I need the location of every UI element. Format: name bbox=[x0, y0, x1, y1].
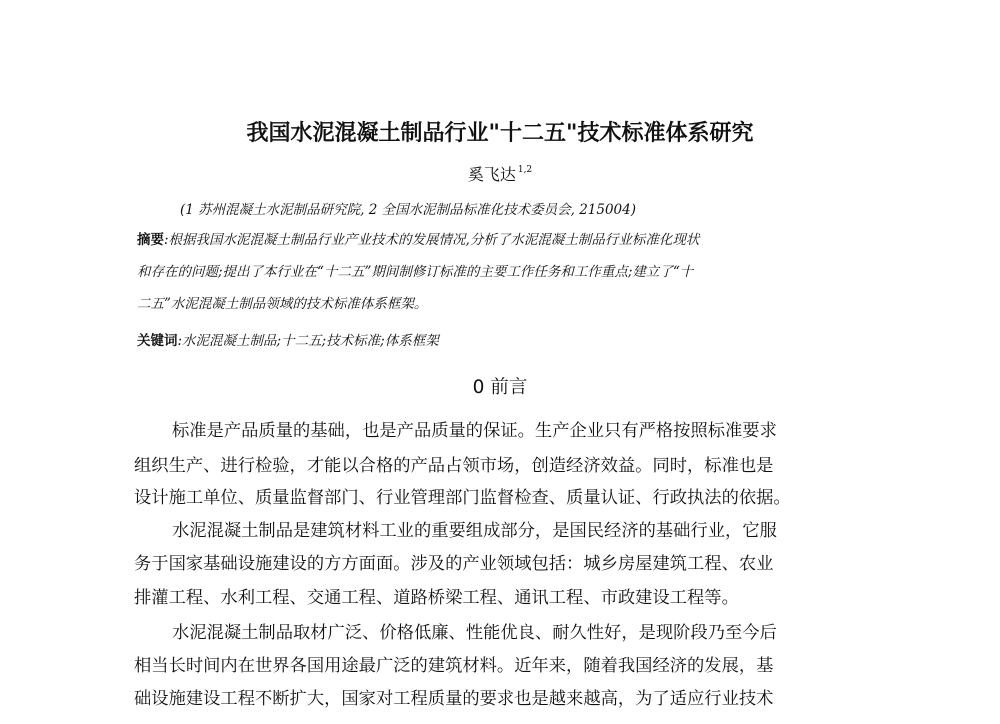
author-line bbox=[0, 162, 1000, 185]
body-line: 设计施工单位、质量监督部门、行业管理部门监督检查、质量认证、行政执法的依据。 bbox=[134, 488, 791, 508]
affiliation: (1 苏州混凝土水泥制品研究院, 2 全国水泥制品标准化技术委员会, 215004) bbox=[180, 202, 636, 218]
body-line: 组织生产、进行检验，才能以合格的产品占领市场，创造经济效益。同时，标准也是 bbox=[134, 456, 774, 476]
body-line: 相当长时间内在世界各国用途最广泛的建筑材料。近年来，随着我国经济的发展，基 bbox=[134, 656, 774, 676]
abstract-text-1: :根据我国水泥混凝土制品行业产业技术的发展情况,分析了水泥混凝土制品行业标准化现状 bbox=[164, 232, 700, 248]
paper-title: 我国水泥混凝土制品行业"十二五"技术标准体系研究 bbox=[246, 121, 754, 146]
author-name: 奚飞达 bbox=[467, 165, 516, 184]
body-line: 排灌工程、水利工程、交通工程、道路桥梁工程、通讯工程、市政建设工程等。 bbox=[134, 588, 739, 608]
keywords-text: :水泥混凝土制品;十二五;技术标准;体系框架 bbox=[177, 333, 439, 349]
body-line: 标准是产品质量的基础，也是产品质量的保证。生产企业只有严格按照标准要求 bbox=[172, 421, 777, 441]
body-line: 水泥混凝土制品是建筑材料工业的重要组成部分，是国民经济的基础行业，它服 bbox=[172, 521, 777, 541]
body-line: 务于国家基础设施建设的方方面面。涉及的产业领域包括：城乡房屋建筑工程、农业 bbox=[134, 554, 774, 574]
abstract-label: 摘要 bbox=[137, 232, 164, 248]
section-title-preface: 0 前言 bbox=[472, 377, 528, 398]
author-affiliation-marks: 1,2 bbox=[517, 165, 533, 175]
abstract-line-3: 二五”水泥混凝土制品领域的技术标准体系框架。 bbox=[137, 296, 428, 312]
keywords-label: 关键词 bbox=[137, 333, 178, 349]
body-line: 础设施建设工程不断扩大，国家对工程质量的要求也是越来越高，为了适应行业技术 bbox=[134, 689, 774, 709]
keywords-line bbox=[137, 332, 887, 350]
abstract-line-2: 和存在的问题;提出了本行业在“十二五”期间制修订标准的主要工作任务和工作重点;建立了“十 bbox=[137, 264, 694, 280]
body-line: 水泥混凝土制品取材广泛、价格低廉、性能优良、耐久性好，是现阶段乃至今后 bbox=[172, 623, 777, 643]
abstract-line-1 bbox=[137, 231, 887, 249]
